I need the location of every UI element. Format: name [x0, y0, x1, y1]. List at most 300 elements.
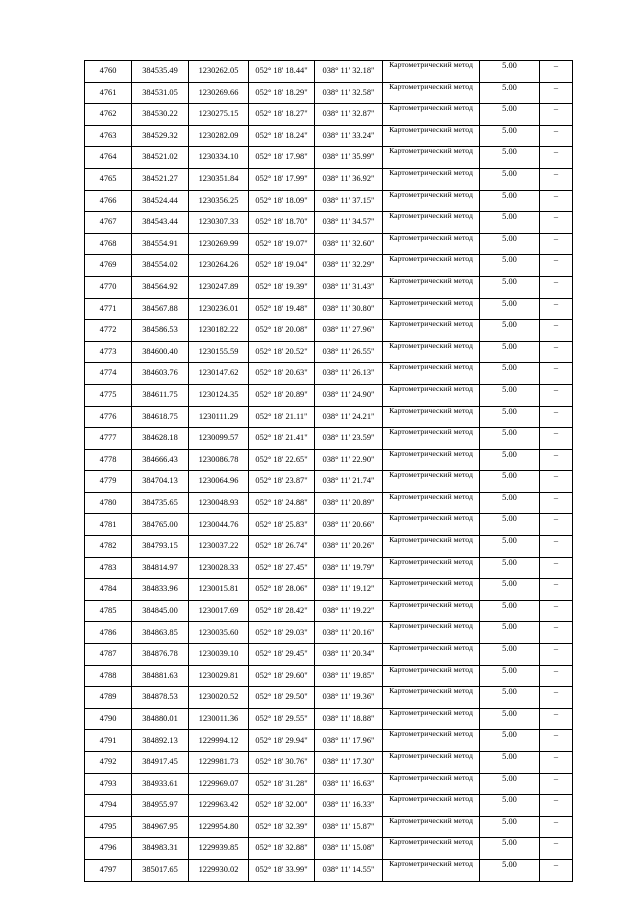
accuracy-cell: 5.00	[480, 341, 540, 363]
point-number-cell: 4765	[85, 168, 132, 190]
accuracy-cell: 5.00	[480, 557, 540, 579]
note-cell: –	[540, 859, 573, 881]
method-cell: Картометрический метод	[383, 816, 480, 838]
x-coordinate-cell: 384793.15	[132, 536, 189, 558]
note-cell: –	[540, 557, 573, 579]
table-row	[85, 838, 573, 860]
accuracy-cell: 5.00	[480, 233, 540, 255]
y-coordinate-cell: 1230247.89	[189, 276, 249, 298]
point-number-cell: 4797	[85, 859, 132, 881]
latitude-cell: 052° 18' 27.45"	[249, 557, 315, 579]
x-coordinate-cell: 384955.97	[132, 795, 189, 817]
method-cell: Картометрический метод	[383, 255, 480, 277]
method-cell: Картометрический метод	[383, 276, 480, 298]
latitude-cell: 052° 18' 21.41"	[249, 428, 315, 450]
accuracy-cell: 5.00	[480, 752, 540, 774]
x-coordinate-cell: 384567.88	[132, 298, 189, 320]
point-number-cell: 4772	[85, 320, 132, 342]
note-cell: –	[540, 82, 573, 104]
y-coordinate-cell: 1230028.33	[189, 557, 249, 579]
latitude-cell: 052° 18' 29.03"	[249, 622, 315, 644]
longitude-cell: 038° 11' 15.87"	[315, 816, 383, 838]
point-number-cell: 4776	[85, 406, 132, 428]
note-cell: –	[540, 125, 573, 147]
table-row	[85, 514, 573, 536]
method-cell: Картометрический метод	[383, 471, 480, 493]
table-row	[85, 298, 573, 320]
method-cell: Картометрический метод	[383, 125, 480, 147]
longitude-cell: 038° 11' 30.80"	[315, 298, 383, 320]
x-coordinate-cell: 384611.75	[132, 384, 189, 406]
y-coordinate-cell: 1230351.84	[189, 168, 249, 190]
point-number-cell: 4771	[85, 298, 132, 320]
table-row	[85, 255, 573, 277]
accuracy-cell: 5.00	[480, 449, 540, 471]
note-cell: –	[540, 384, 573, 406]
latitude-cell: 052° 18' 17.98"	[249, 147, 315, 169]
y-coordinate-cell: 1230011.36	[189, 708, 249, 730]
note-cell: –	[540, 104, 573, 126]
latitude-cell: 052° 18' 18.24"	[249, 125, 315, 147]
latitude-cell: 052° 18' 23.87"	[249, 471, 315, 493]
longitude-cell: 038° 11' 16.33"	[315, 795, 383, 817]
note-cell: –	[540, 276, 573, 298]
longitude-cell: 038° 11' 20.34"	[315, 644, 383, 666]
y-coordinate-cell: 1230064.96	[189, 471, 249, 493]
table-row	[85, 600, 573, 622]
method-cell: Картометрический метод	[383, 622, 480, 644]
latitude-cell: 052° 18' 24.88"	[249, 492, 315, 514]
point-number-cell: 4775	[85, 384, 132, 406]
table-row	[85, 622, 573, 644]
table-row	[85, 708, 573, 730]
method-cell: Картометрический метод	[383, 795, 480, 817]
latitude-cell: 052° 18' 20.08"	[249, 320, 315, 342]
table-row	[85, 730, 573, 752]
method-cell: Картометрический метод	[383, 384, 480, 406]
accuracy-cell: 5.00	[480, 147, 540, 169]
note-cell: –	[540, 428, 573, 450]
method-cell: Картометрический метод	[383, 838, 480, 860]
method-cell: Картометрический метод	[383, 492, 480, 514]
table-row	[85, 168, 573, 190]
table-row	[85, 276, 573, 298]
x-coordinate-cell: 384564.92	[132, 276, 189, 298]
longitude-cell: 038° 11' 22.90"	[315, 449, 383, 471]
x-coordinate-cell: 384543.44	[132, 212, 189, 234]
longitude-cell: 038° 11' 26.55"	[315, 341, 383, 363]
note-cell: –	[540, 730, 573, 752]
x-coordinate-cell: 384530.22	[132, 104, 189, 126]
longitude-cell: 038° 11' 32.29"	[315, 255, 383, 277]
x-coordinate-cell: 384876.78	[132, 644, 189, 666]
table-row	[85, 773, 573, 795]
note-cell: –	[540, 363, 573, 385]
y-coordinate-cell: 1230334.10	[189, 147, 249, 169]
note-cell: –	[540, 536, 573, 558]
point-number-cell: 4790	[85, 708, 132, 730]
table-row	[85, 492, 573, 514]
x-coordinate-cell: 384880.01	[132, 708, 189, 730]
y-coordinate-cell: 1230039.10	[189, 644, 249, 666]
latitude-cell: 052° 18' 29.55"	[249, 708, 315, 730]
note-cell: –	[540, 665, 573, 687]
accuracy-cell: 5.00	[480, 276, 540, 298]
y-coordinate-cell: 1229994.12	[189, 730, 249, 752]
note-cell: –	[540, 298, 573, 320]
latitude-cell: 052° 18' 19.07"	[249, 233, 315, 255]
accuracy-cell: 5.00	[480, 298, 540, 320]
point-number-cell: 4789	[85, 687, 132, 709]
note-cell: –	[540, 341, 573, 363]
latitude-cell: 052° 18' 19.39"	[249, 276, 315, 298]
x-coordinate-cell: 384845.00	[132, 600, 189, 622]
longitude-cell: 038° 11' 20.16"	[315, 622, 383, 644]
table-row	[85, 61, 573, 83]
y-coordinate-cell: 1230044.76	[189, 514, 249, 536]
table-row	[85, 579, 573, 601]
note-cell: –	[540, 600, 573, 622]
y-coordinate-cell: 1230020.52	[189, 687, 249, 709]
x-coordinate-cell: 384983.31	[132, 838, 189, 860]
table-row	[85, 384, 573, 406]
accuracy-cell: 5.00	[480, 320, 540, 342]
x-coordinate-cell: 384878.53	[132, 687, 189, 709]
table-row	[85, 859, 573, 881]
accuracy-cell: 5.00	[480, 168, 540, 190]
y-coordinate-cell: 1230099.57	[189, 428, 249, 450]
latitude-cell: 052° 18' 19.48"	[249, 298, 315, 320]
note-cell: –	[540, 212, 573, 234]
latitude-cell: 052° 18' 32.88"	[249, 838, 315, 860]
method-cell: Картометрический метод	[383, 406, 480, 428]
point-number-cell: 4763	[85, 125, 132, 147]
table-row	[85, 125, 573, 147]
accuracy-cell: 5.00	[480, 730, 540, 752]
method-cell: Картометрический метод	[383, 730, 480, 752]
table-row	[85, 82, 573, 104]
note-cell: –	[540, 320, 573, 342]
latitude-cell: 052° 18' 28.42"	[249, 600, 315, 622]
x-coordinate-cell: 384554.91	[132, 233, 189, 255]
note-cell: –	[540, 492, 573, 514]
x-coordinate-cell: 385017.65	[132, 859, 189, 881]
point-number-cell: 4783	[85, 557, 132, 579]
method-cell: Картометрический метод	[383, 341, 480, 363]
table-row	[85, 536, 573, 558]
note-cell: –	[540, 708, 573, 730]
accuracy-cell: 5.00	[480, 859, 540, 881]
table-row	[85, 363, 573, 385]
y-coordinate-cell: 1230111.29	[189, 406, 249, 428]
point-number-cell: 4760	[85, 61, 132, 83]
longitude-cell: 038° 11' 32.58"	[315, 82, 383, 104]
point-number-cell: 4792	[85, 752, 132, 774]
longitude-cell: 038° 11' 35.99"	[315, 147, 383, 169]
method-cell: Картометрический метод	[383, 687, 480, 709]
x-coordinate-cell: 384524.44	[132, 190, 189, 212]
longitude-cell: 038° 11' 17.96"	[315, 730, 383, 752]
y-coordinate-cell: 1229963.42	[189, 795, 249, 817]
note-cell: –	[540, 168, 573, 190]
accuracy-cell: 5.00	[480, 428, 540, 450]
latitude-cell: 052° 18' 18.70"	[249, 212, 315, 234]
method-cell: Картометрический метод	[383, 82, 480, 104]
point-number-cell: 4795	[85, 816, 132, 838]
note-cell: –	[540, 233, 573, 255]
point-number-cell: 4779	[85, 471, 132, 493]
y-coordinate-cell: 1230275.15	[189, 104, 249, 126]
point-number-cell: 4784	[85, 579, 132, 601]
y-coordinate-cell: 1230015.81	[189, 579, 249, 601]
latitude-cell: 052° 18' 29.45"	[249, 644, 315, 666]
method-cell: Картометрический метод	[383, 233, 480, 255]
table-row	[85, 471, 573, 493]
method-cell: Картометрический метод	[383, 212, 480, 234]
x-coordinate-cell: 384892.13	[132, 730, 189, 752]
accuracy-cell: 5.00	[480, 514, 540, 536]
point-number-cell: 4769	[85, 255, 132, 277]
latitude-cell: 052° 18' 26.74"	[249, 536, 315, 558]
y-coordinate-cell: 1230037.22	[189, 536, 249, 558]
note-cell: –	[540, 687, 573, 709]
point-number-cell: 4778	[85, 449, 132, 471]
y-coordinate-cell: 1230147.62	[189, 363, 249, 385]
accuracy-cell: 5.00	[480, 644, 540, 666]
y-coordinate-cell: 1230048.93	[189, 492, 249, 514]
accuracy-cell: 5.00	[480, 708, 540, 730]
method-cell: Картометрический метод	[383, 579, 480, 601]
point-number-cell: 4793	[85, 773, 132, 795]
longitude-cell: 038° 11' 20.26"	[315, 536, 383, 558]
method-cell: Картометрический метод	[383, 859, 480, 881]
table-row	[85, 687, 573, 709]
table-row	[85, 320, 573, 342]
latitude-cell: 052° 18' 25.83"	[249, 514, 315, 536]
y-coordinate-cell: 1229939.85	[189, 838, 249, 860]
point-number-cell: 4768	[85, 233, 132, 255]
method-cell: Картометрический метод	[383, 363, 480, 385]
x-coordinate-cell: 384917.45	[132, 752, 189, 774]
latitude-cell: 052° 18' 33.99"	[249, 859, 315, 881]
note-cell: –	[540, 795, 573, 817]
x-coordinate-cell: 384521.02	[132, 147, 189, 169]
longitude-cell: 038° 11' 33.24"	[315, 125, 383, 147]
method-cell: Картометрический метод	[383, 644, 480, 666]
note-cell: –	[540, 752, 573, 774]
longitude-cell: 038° 11' 31.43"	[315, 276, 383, 298]
longitude-cell: 038° 11' 23.59"	[315, 428, 383, 450]
point-number-cell: 4786	[85, 622, 132, 644]
longitude-cell: 038° 11' 19.36"	[315, 687, 383, 709]
x-coordinate-cell: 384833.96	[132, 579, 189, 601]
x-coordinate-cell: 384704.13	[132, 471, 189, 493]
longitude-cell: 038° 11' 32.18"	[315, 61, 383, 83]
method-cell: Картометрический метод	[383, 665, 480, 687]
y-coordinate-cell: 1230264.26	[189, 255, 249, 277]
note-cell: –	[540, 449, 573, 471]
accuracy-cell: 5.00	[480, 104, 540, 126]
x-coordinate-cell: 384765.00	[132, 514, 189, 536]
x-coordinate-cell: 384529.32	[132, 125, 189, 147]
latitude-cell: 052° 18' 20.89"	[249, 384, 315, 406]
method-cell: Картометрический метод	[383, 708, 480, 730]
longitude-cell: 038° 11' 32.87"	[315, 104, 383, 126]
y-coordinate-cell: 1230155.59	[189, 341, 249, 363]
x-coordinate-cell: 384814.97	[132, 557, 189, 579]
method-cell: Картометрический метод	[383, 752, 480, 774]
point-number-cell: 4761	[85, 82, 132, 104]
y-coordinate-cell: 1230035.60	[189, 622, 249, 644]
point-number-cell: 4780	[85, 492, 132, 514]
latitude-cell: 052° 18' 22.65"	[249, 449, 315, 471]
y-coordinate-cell: 1230017.69	[189, 600, 249, 622]
longitude-cell: 038° 11' 18.88"	[315, 708, 383, 730]
latitude-cell: 052° 18' 17.99"	[249, 168, 315, 190]
x-coordinate-cell: 384881.63	[132, 665, 189, 687]
latitude-cell: 052° 18' 31.28"	[249, 773, 315, 795]
accuracy-cell: 5.00	[480, 363, 540, 385]
longitude-cell: 038° 11' 36.92"	[315, 168, 383, 190]
method-cell: Картометрический метод	[383, 449, 480, 471]
method-cell: Картометрический метод	[383, 147, 480, 169]
y-coordinate-cell: 1230307.33	[189, 212, 249, 234]
accuracy-cell: 5.00	[480, 816, 540, 838]
latitude-cell: 052° 18' 20.52"	[249, 341, 315, 363]
longitude-cell: 038° 11' 19.79"	[315, 557, 383, 579]
table-row	[85, 341, 573, 363]
y-coordinate-cell: 1230086.78	[189, 449, 249, 471]
longitude-cell: 038° 11' 34.57"	[315, 212, 383, 234]
latitude-cell: 052° 18' 32.00"	[249, 795, 315, 817]
longitude-cell: 038° 11' 19.85"	[315, 665, 383, 687]
y-coordinate-cell: 1230182.22	[189, 320, 249, 342]
accuracy-cell: 5.00	[480, 190, 540, 212]
latitude-cell: 052° 18' 18.29"	[249, 82, 315, 104]
table-row	[85, 795, 573, 817]
note-cell: –	[540, 190, 573, 212]
point-number-cell: 4782	[85, 536, 132, 558]
accuracy-cell: 5.00	[480, 579, 540, 601]
point-number-cell: 4770	[85, 276, 132, 298]
point-number-cell: 4777	[85, 428, 132, 450]
latitude-cell: 052° 18' 19.04"	[249, 255, 315, 277]
x-coordinate-cell: 384521.27	[132, 168, 189, 190]
accuracy-cell: 5.00	[480, 406, 540, 428]
point-number-cell: 4796	[85, 838, 132, 860]
latitude-cell: 052° 18' 18.09"	[249, 190, 315, 212]
longitude-cell: 038° 11' 26.13"	[315, 363, 383, 385]
accuracy-cell: 5.00	[480, 665, 540, 687]
x-coordinate-cell: 384863.85	[132, 622, 189, 644]
x-coordinate-cell: 384666.43	[132, 449, 189, 471]
longitude-cell: 038° 11' 27.96"	[315, 320, 383, 342]
accuracy-cell: 5.00	[480, 61, 540, 83]
method-cell: Картометрический метод	[383, 298, 480, 320]
longitude-cell: 038° 11' 14.55"	[315, 859, 383, 881]
method-cell: Картометрический метод	[383, 428, 480, 450]
method-cell: Картометрический метод	[383, 320, 480, 342]
longitude-cell: 038° 11' 16.63"	[315, 773, 383, 795]
x-coordinate-cell: 384967.95	[132, 816, 189, 838]
y-coordinate-cell: 1230269.66	[189, 82, 249, 104]
table-row	[85, 644, 573, 666]
y-coordinate-cell: 1230124.35	[189, 384, 249, 406]
table-row	[85, 557, 573, 579]
table-row	[85, 212, 573, 234]
longitude-cell: 038° 11' 19.22"	[315, 600, 383, 622]
x-coordinate-cell: 384554.02	[132, 255, 189, 277]
table-row	[85, 428, 573, 450]
latitude-cell: 052° 18' 20.63"	[249, 363, 315, 385]
longitude-cell: 038° 11' 32.60"	[315, 233, 383, 255]
latitude-cell: 052° 18' 18.44"	[249, 61, 315, 83]
point-number-cell: 4791	[85, 730, 132, 752]
y-coordinate-cell: 1230029.81	[189, 665, 249, 687]
table-row	[85, 816, 573, 838]
latitude-cell: 052° 18' 29.94"	[249, 730, 315, 752]
x-coordinate-cell: 384531.05	[132, 82, 189, 104]
method-cell: Картометрический метод	[383, 104, 480, 126]
y-coordinate-cell: 1230356.25	[189, 190, 249, 212]
accuracy-cell: 5.00	[480, 471, 540, 493]
point-number-cell: 4762	[85, 104, 132, 126]
note-cell: –	[540, 147, 573, 169]
note-cell: –	[540, 644, 573, 666]
y-coordinate-cell: 1229930.02	[189, 859, 249, 881]
point-number-cell: 4774	[85, 363, 132, 385]
point-number-cell: 4766	[85, 190, 132, 212]
y-coordinate-cell: 1229954.80	[189, 816, 249, 838]
accuracy-cell: 5.00	[480, 838, 540, 860]
table-row	[85, 104, 573, 126]
latitude-cell: 052° 18' 21.11"	[249, 406, 315, 428]
y-coordinate-cell: 1230236.01	[189, 298, 249, 320]
method-cell: Картометрический метод	[383, 557, 480, 579]
latitude-cell: 052° 18' 18.27"	[249, 104, 315, 126]
latitude-cell: 052° 18' 30.76"	[249, 752, 315, 774]
point-number-cell: 4788	[85, 665, 132, 687]
note-cell: –	[540, 816, 573, 838]
table-row	[85, 147, 573, 169]
table-row	[85, 233, 573, 255]
x-coordinate-cell: 384586.53	[132, 320, 189, 342]
accuracy-cell: 5.00	[480, 212, 540, 234]
accuracy-cell: 5.00	[480, 536, 540, 558]
y-coordinate-cell: 1230269.99	[189, 233, 249, 255]
x-coordinate-cell: 384735.65	[132, 492, 189, 514]
method-cell: Картометрический метод	[383, 536, 480, 558]
table-body	[85, 61, 573, 882]
note-cell: –	[540, 255, 573, 277]
method-cell: Картометрический метод	[383, 514, 480, 536]
note-cell: –	[540, 838, 573, 860]
longitude-cell: 038° 11' 37.15"	[315, 190, 383, 212]
longitude-cell: 038° 11' 20.89"	[315, 492, 383, 514]
x-coordinate-cell: 384535.49	[132, 61, 189, 83]
note-cell: –	[540, 773, 573, 795]
longitude-cell: 038° 11' 24.21"	[315, 406, 383, 428]
table-row	[85, 449, 573, 471]
note-cell: –	[540, 61, 573, 83]
point-number-cell: 4787	[85, 644, 132, 666]
point-number-cell: 4764	[85, 147, 132, 169]
note-cell: –	[540, 579, 573, 601]
longitude-cell: 038° 11' 19.12"	[315, 579, 383, 601]
y-coordinate-cell: 1230262.05	[189, 61, 249, 83]
longitude-cell: 038° 11' 15.08"	[315, 838, 383, 860]
x-coordinate-cell: 384600.40	[132, 341, 189, 363]
